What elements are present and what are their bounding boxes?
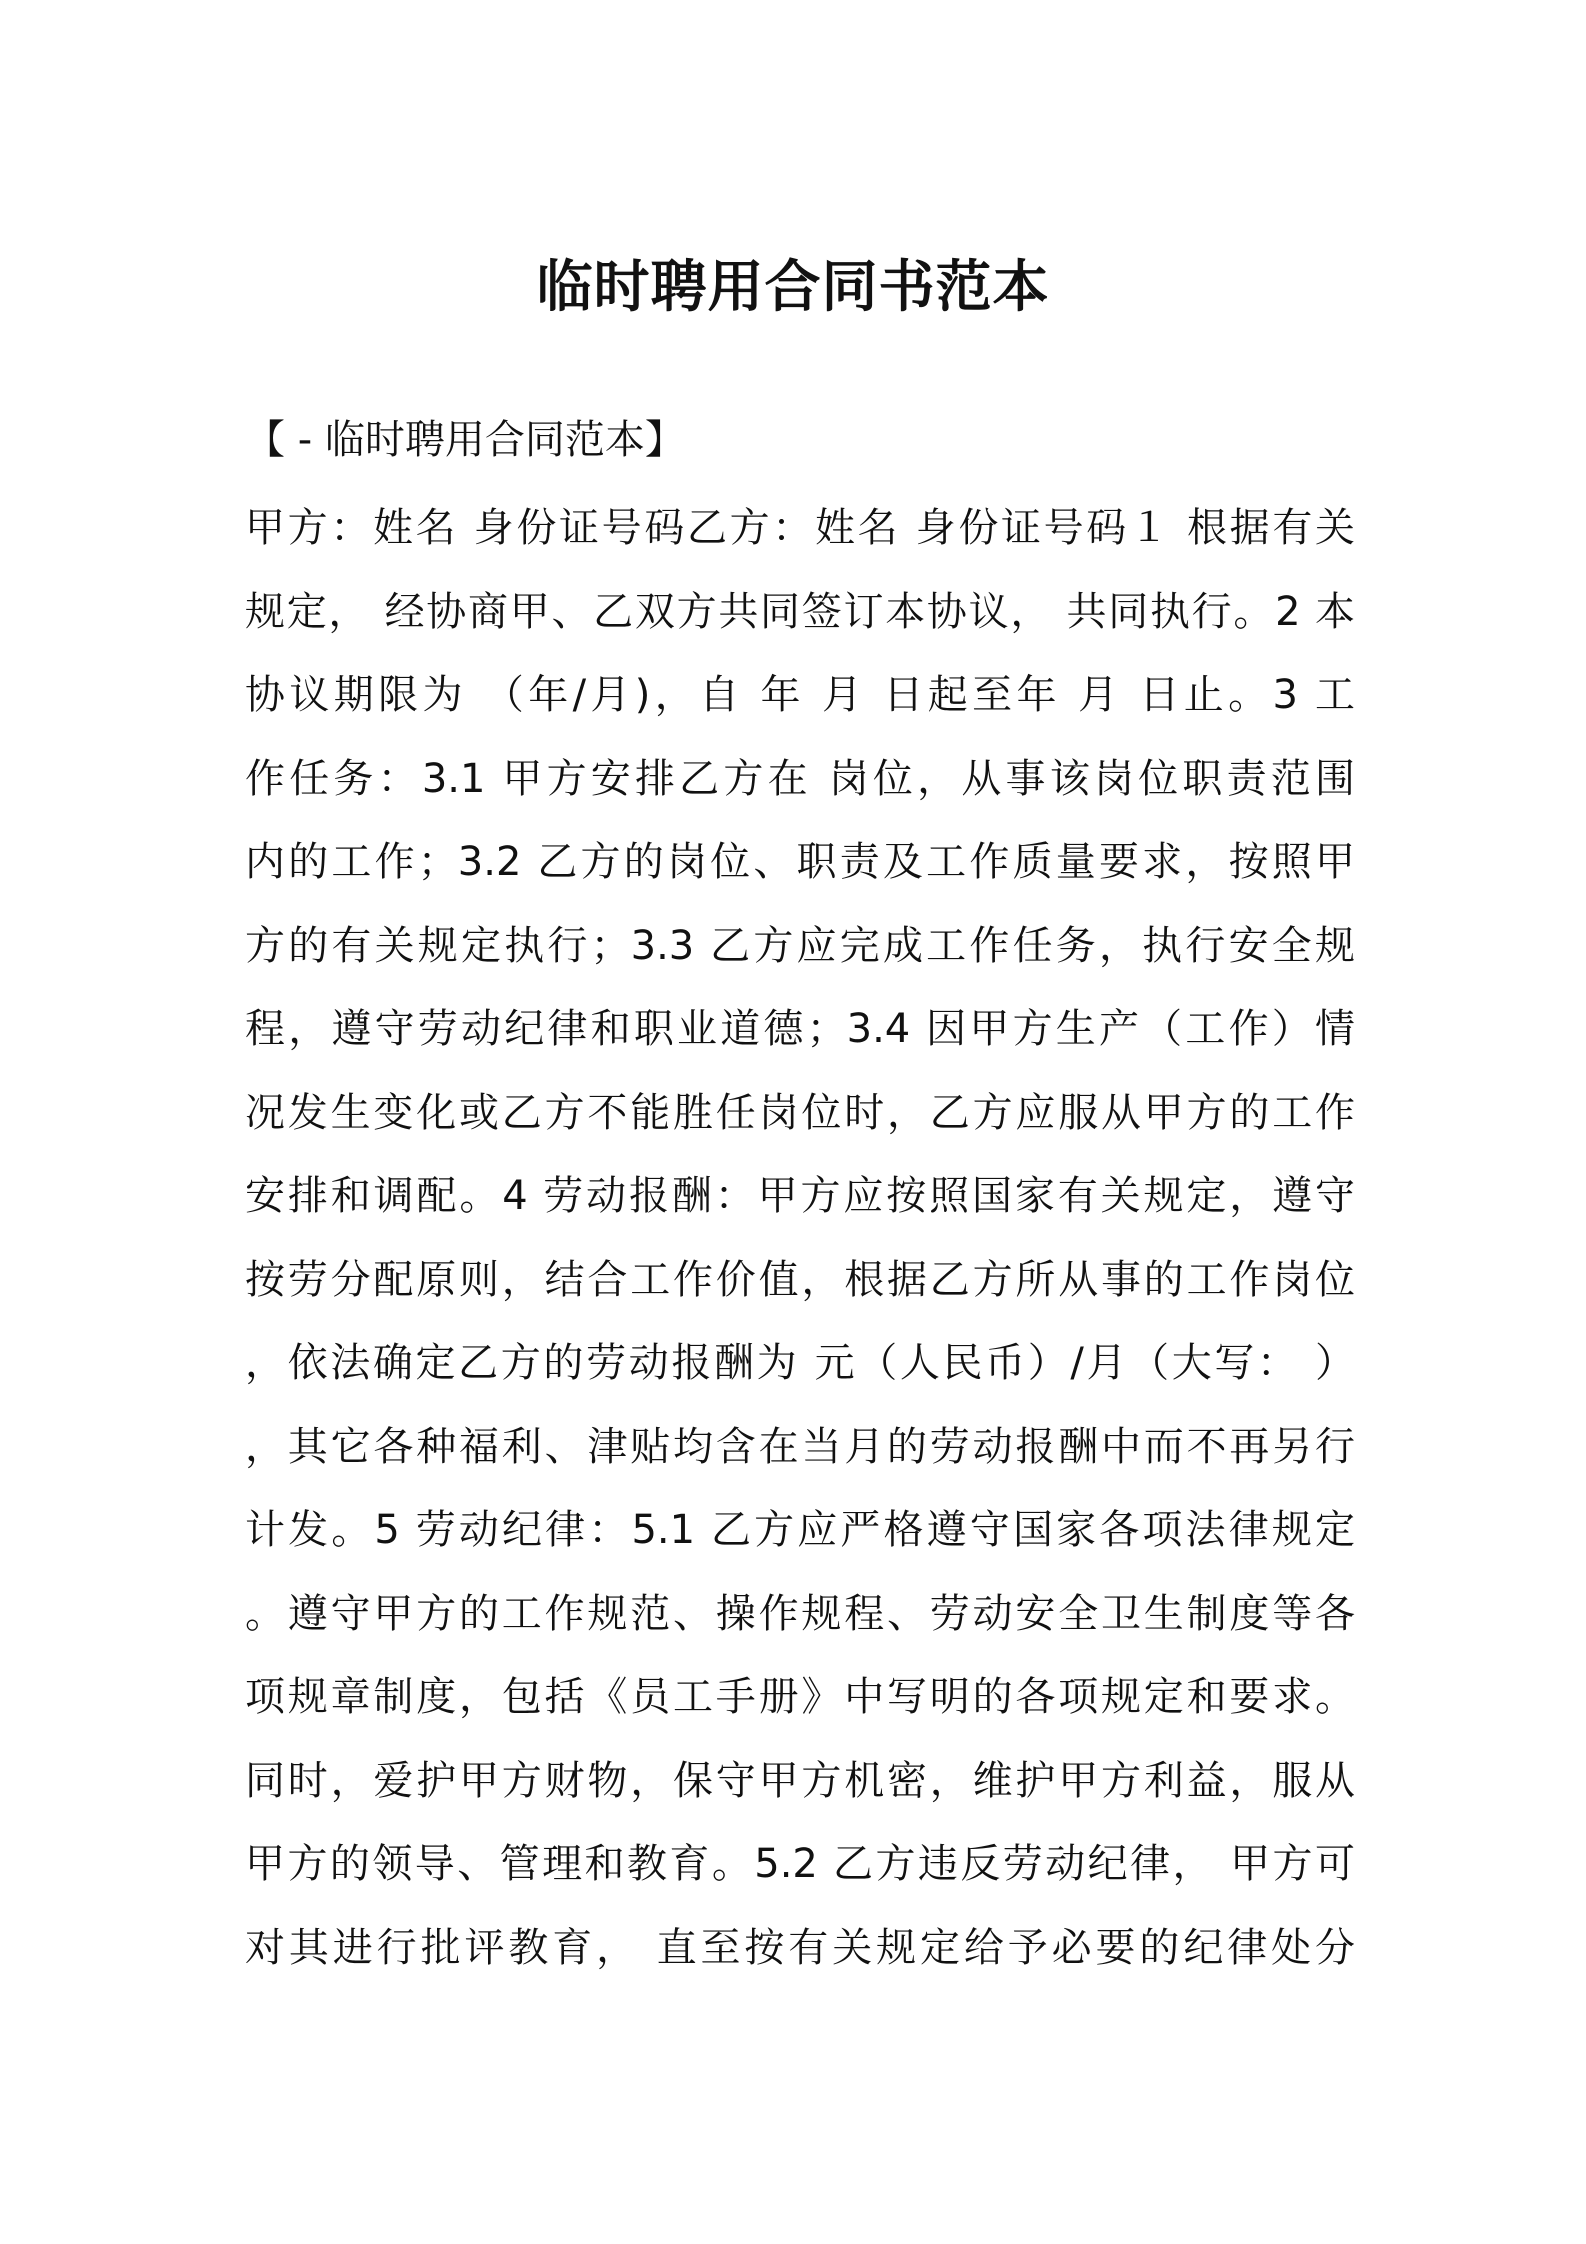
body-line: 协议期限为 （年/月)，自 年 月 日起至年 月 日止。3 工 <box>245 672 1355 718</box>
body-line: 方的有关规定执行；3.3 乙方应完成工作任务，执行安全规 <box>245 922 1355 969</box>
body-line: 对其进行批评教育， 直至按有关规定给予必要的纪律处分 <box>245 1924 1355 1971</box>
body-line: 作任务：3.1 甲方安排乙方在 岗位，从事该岗位职责范围 <box>245 755 1355 802</box>
document-body <box>245 498 1355 2001</box>
body-line: 同时，爱护甲方财物，保守甲方机密，维护甲方利益，服从 <box>245 1757 1355 1804</box>
body-line: 。遵守甲方的工作规范、操作规程、劳动安全卫生制度等各 <box>245 1590 1355 1637</box>
document-title: 临时聘用合同书范本 <box>536 255 1050 320</box>
body-line: ，其它各种福利、津贴均含在当月的劳动报酬中而不再另行 <box>245 1423 1355 1470</box>
document-subtitle: 【 - 临时聘用合同范本】 <box>245 417 685 463</box>
body-line: 甲方的领导、管理和教育。5.2 乙方违反劳动纪律， 甲方可 <box>245 1841 1355 1887</box>
body-line: 项规章制度，包括《员工手册》中写明的各项规定和要求。 <box>245 1674 1355 1720</box>
body-line: 程，遵守劳动纪律和职业道德；3.4 因甲方生产（工作）情 <box>245 1006 1355 1052</box>
body-line: 甲方：姓名 身份证号码乙方：姓名 身份证号码１ 根据有关 <box>245 505 1355 551</box>
body-line: 安排和调配。4 劳动报酬：甲方应按照国家有关规定，遵守 <box>245 1173 1355 1219</box>
body-line: 内的工作；3.2 乙方的岗位、职责及工作质量要求，按照甲 <box>245 839 1355 885</box>
body-line: 计发。5 劳动纪律：5.1 乙方应严格遵守国家各项法律规定 <box>245 1507 1355 1553</box>
body-line: ，依法确定乙方的劳动报酬为 元（人民币）/月（大写： ） <box>245 1340 1355 1386</box>
body-line: 按劳分配原则，结合工作价值，根据乙方所从事的工作岗位 <box>245 1256 1355 1303</box>
body-line: 况发生变化或乙方不能胜任岗位时，乙方应服从甲方的工作 <box>245 1089 1355 1136</box>
body-line: 规定， 经协商甲、乙双方共同签订本协议， 共同执行。2 本 <box>245 588 1355 635</box>
